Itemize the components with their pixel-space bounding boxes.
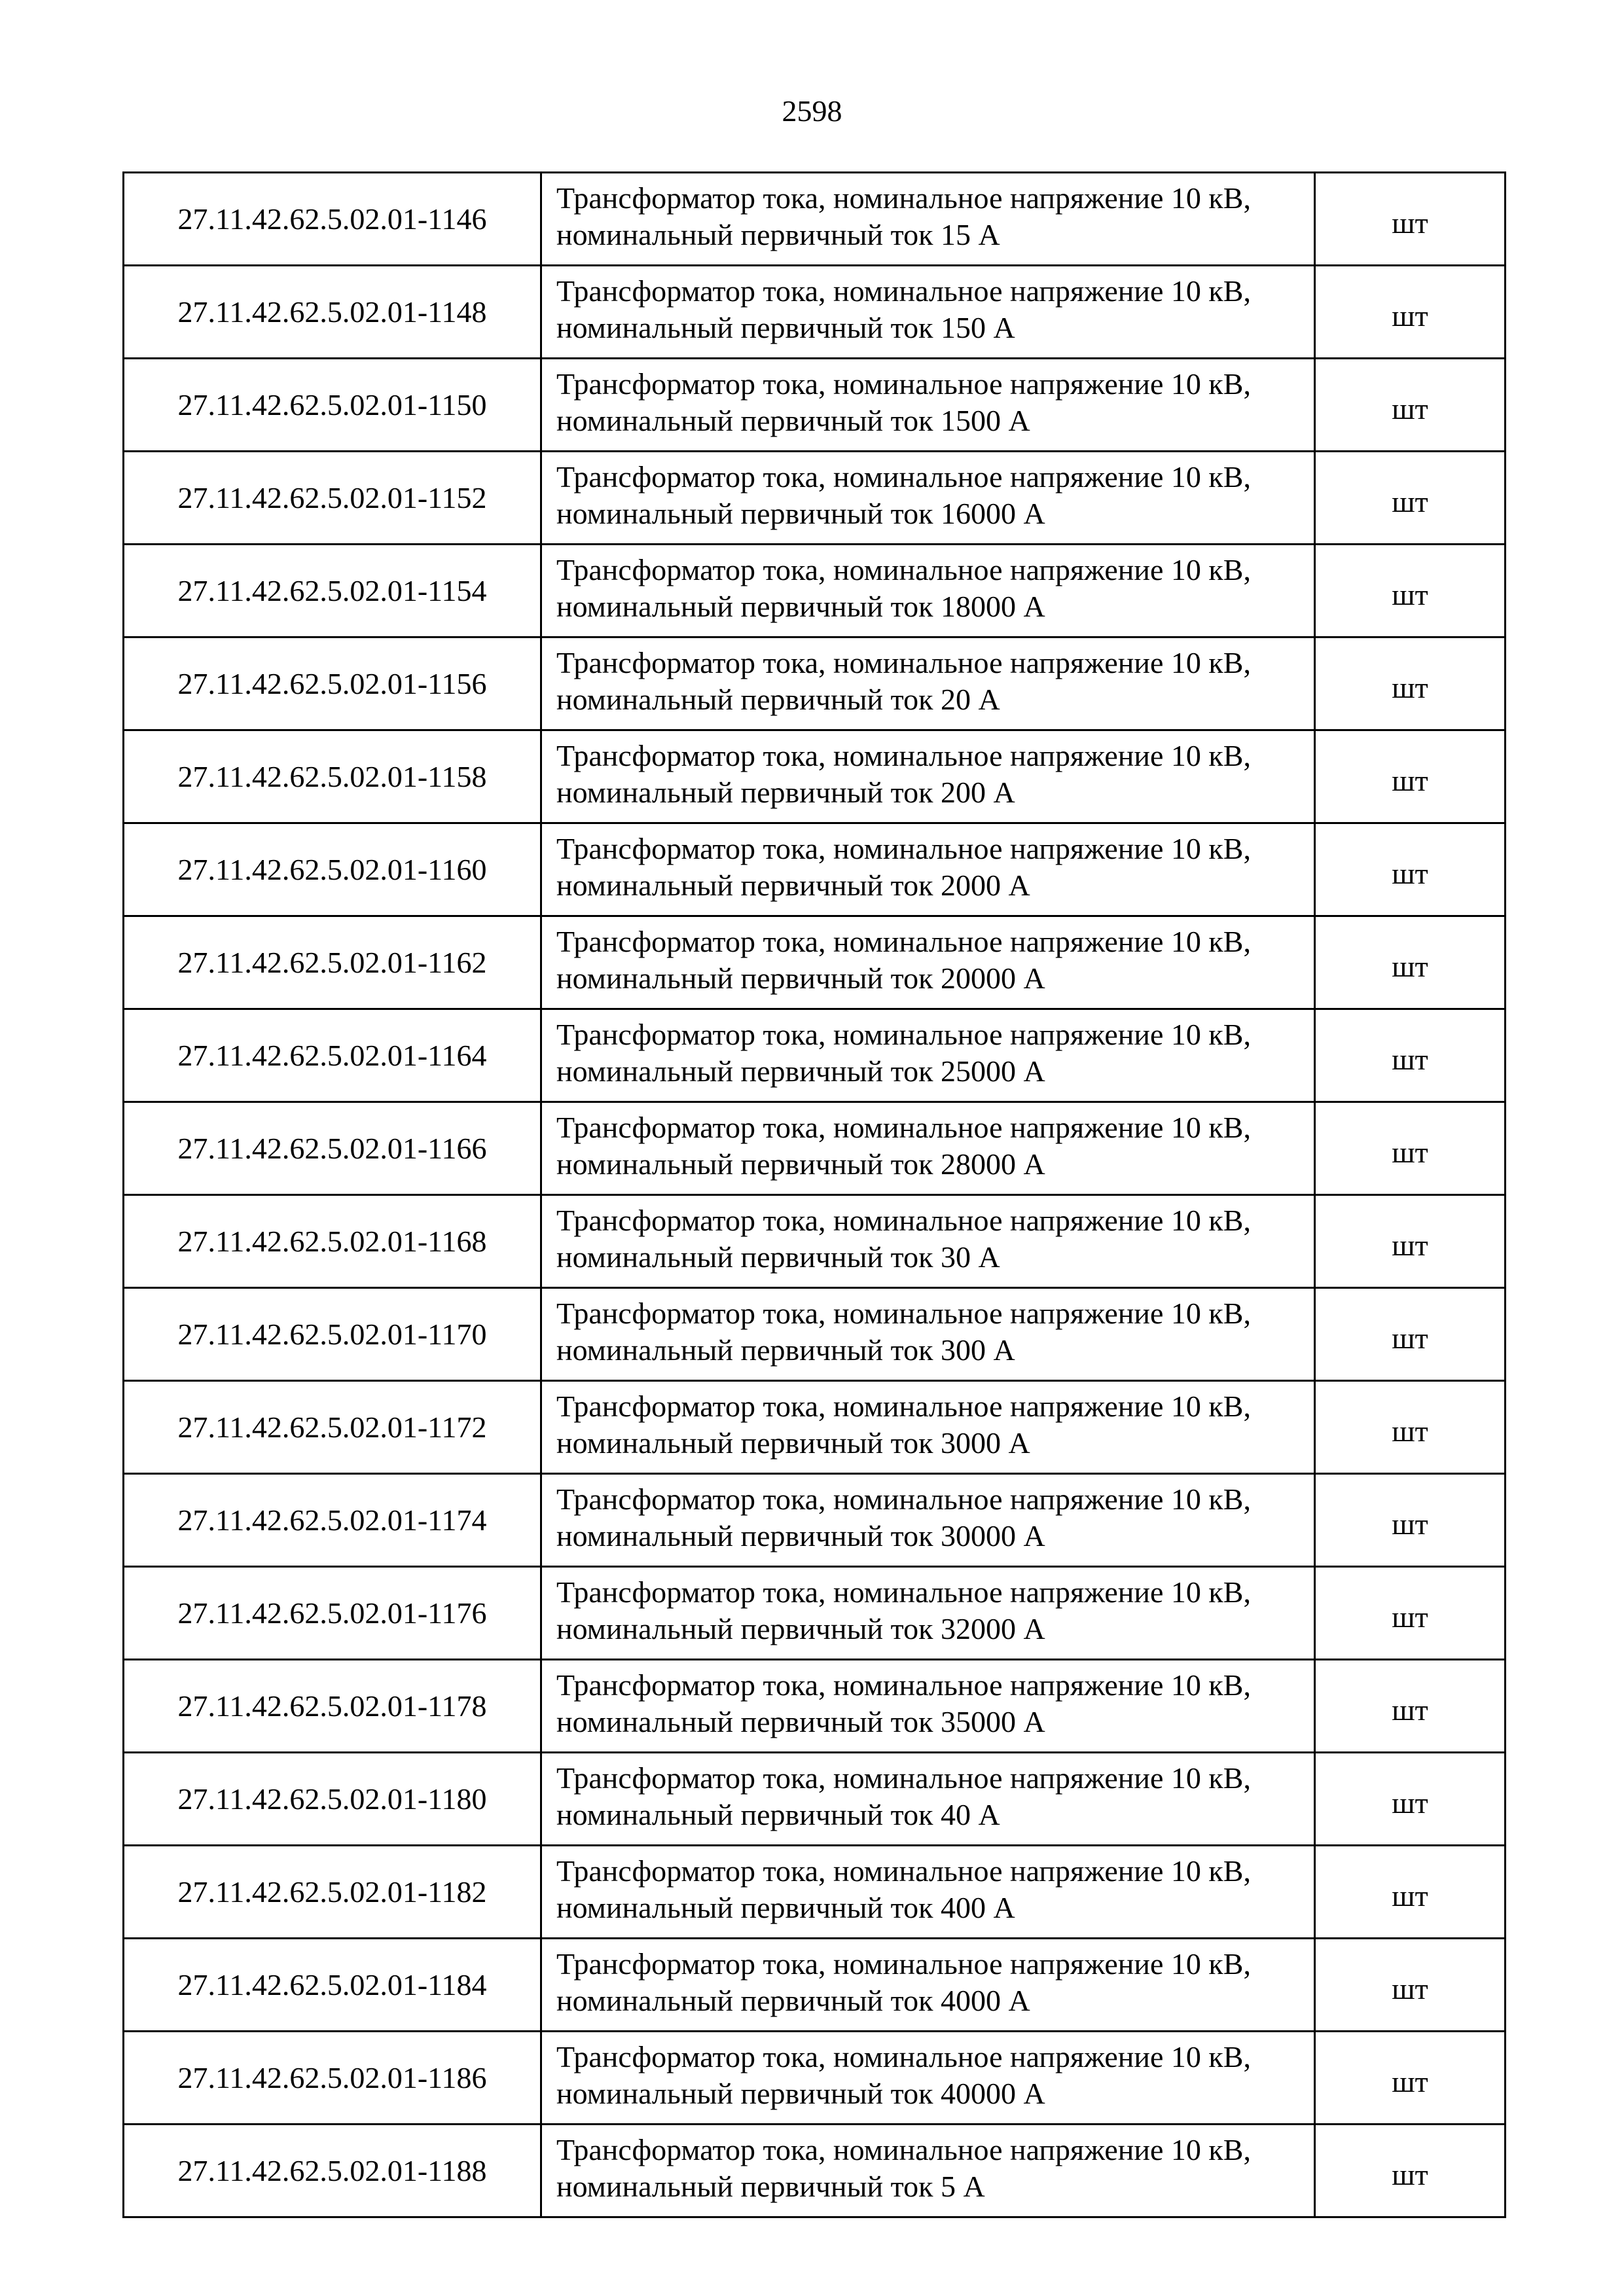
table-row: [124, 173, 1506, 266]
item-name: Трансформатор тока, номинальное напряжение 10 кВ, номинальный первичный ток 15 А: [541, 173, 1315, 266]
item-code: 27.11.42.62.5.02.01-1180: [124, 1753, 541, 1846]
item-name: Трансформатор тока, номинальное напряжение 10 кВ, номинальный первичный ток 30000 А: [541, 1474, 1315, 1567]
item-name: Трансформатор тока, номинальное напряжение 10 кВ, номинальный первичный ток 300 А: [541, 1288, 1315, 1381]
table-row: [124, 1660, 1506, 1753]
item-name: Трансформатор тока, номинальное напряжение 10 кВ, номинальный первичный ток 5 А: [541, 2125, 1315, 2217]
item-code: 27.11.42.62.5.02.01-1160: [124, 823, 541, 916]
table-row: [124, 1381, 1506, 1474]
item-name: Трансформатор тока, номинальное напряжение 10 кВ, номинальный первичный ток 2000 А: [541, 823, 1315, 916]
item-name: Трансформатор тока, номинальное напряжение 10 кВ, номинальный первичный ток 1500 А: [541, 359, 1315, 452]
item-name: Трансформатор тока, номинальное напряжение 10 кВ, номинальный первичный ток 32000 А: [541, 1567, 1315, 1660]
item-unit: шт: [1315, 1939, 1506, 2032]
item-unit: шт: [1315, 1567, 1506, 1660]
table-row: [124, 1102, 1506, 1195]
table-row: [124, 1753, 1506, 1846]
table-row: [124, 1846, 1506, 1939]
item-name: Трансформатор тока, номинальное напряжение 10 кВ, номинальный первичный ток 3000 А: [541, 1381, 1315, 1474]
item-unit: шт: [1315, 266, 1506, 359]
item-code: 27.11.42.62.5.02.01-1156: [124, 637, 541, 730]
item-unit: шт: [1315, 1195, 1506, 1288]
table-row: [124, 545, 1506, 637]
item-name: Трансформатор тока, номинальное напряжение 10 кВ, номинальный первичный ток 30 А: [541, 1195, 1315, 1288]
item-name: Трансформатор тока, номинальное напряжение 10 кВ, номинальный первичный ток 400 А: [541, 1846, 1315, 1939]
item-name: Трансформатор тока, номинальное напряжение 10 кВ, номинальный первичный ток 40000 А: [541, 2032, 1315, 2125]
table-row: [124, 1939, 1506, 2032]
table-row: [124, 1288, 1506, 1381]
table-row: [124, 1009, 1506, 1102]
catalog-table-body: [124, 173, 1506, 2217]
item-code: 27.11.42.62.5.02.01-1176: [124, 1567, 541, 1660]
table-row: [124, 1474, 1506, 1567]
table-row: [124, 637, 1506, 730]
item-code: 27.11.42.62.5.02.01-1152: [124, 452, 541, 545]
item-code: 27.11.42.62.5.02.01-1178: [124, 1660, 541, 1753]
table-row: [124, 730, 1506, 823]
item-unit: шт: [1315, 1474, 1506, 1567]
item-unit: шт: [1315, 173, 1506, 266]
item-unit: шт: [1315, 1381, 1506, 1474]
item-name: Трансформатор тока, номинальное напряжение 10 кВ, номинальный первичный ток 18000 А: [541, 545, 1315, 637]
item-code: 27.11.42.62.5.02.01-1188: [124, 2125, 541, 2217]
item-code: 27.11.42.62.5.02.01-1184: [124, 1939, 541, 2032]
table-row: [124, 2125, 1506, 2217]
item-name: Трансформатор тока, номинальное напряжение 10 кВ, номинальный первичный ток 16000 А: [541, 452, 1315, 545]
item-unit: шт: [1315, 2032, 1506, 2125]
item-name: Трансформатор тока, номинальное напряжение 10 кВ, номинальный первичный ток 20000 А: [541, 916, 1315, 1009]
item-code: 27.11.42.62.5.02.01-1148: [124, 266, 541, 359]
table-row: [124, 359, 1506, 452]
item-unit: шт: [1315, 916, 1506, 1009]
table-row: [124, 1567, 1506, 1660]
item-name: Трансформатор тока, номинальное напряжение 10 кВ, номинальный первичный ток 40 А: [541, 1753, 1315, 1846]
item-name: Трансформатор тока, номинальное напряжение 10 кВ, номинальный первичный ток 25000 А: [541, 1009, 1315, 1102]
item-name: Трансформатор тока, номинальное напряжение 10 кВ, номинальный первичный ток 20 А: [541, 637, 1315, 730]
item-name: Трансформатор тока, номинальное напряжение 10 кВ, номинальный первичный ток 28000 А: [541, 1102, 1315, 1195]
table-row: [124, 452, 1506, 545]
catalog-table: [122, 171, 1506, 2218]
item-code: 27.11.42.62.5.02.01-1154: [124, 545, 541, 637]
item-unit: шт: [1315, 545, 1506, 637]
item-unit: шт: [1315, 1288, 1506, 1381]
item-unit: шт: [1315, 1102, 1506, 1195]
item-unit: шт: [1315, 1753, 1506, 1846]
item-unit: шт: [1315, 1009, 1506, 1102]
item-code: 27.11.42.62.5.02.01-1162: [124, 916, 541, 1009]
table-row: [124, 823, 1506, 916]
item-code: 27.11.42.62.5.02.01-1164: [124, 1009, 541, 1102]
item-code: 27.11.42.62.5.02.01-1158: [124, 730, 541, 823]
item-code: 27.11.42.62.5.02.01-1172: [124, 1381, 541, 1474]
item-unit: шт: [1315, 637, 1506, 730]
item-unit: шт: [1315, 359, 1506, 452]
item-code: 27.11.42.62.5.02.01-1146: [124, 173, 541, 266]
item-name: Трансформатор тока, номинальное напряжение 10 кВ, номинальный первичный ток 150 А: [541, 266, 1315, 359]
table-row: [124, 916, 1506, 1009]
item-unit: шт: [1315, 823, 1506, 916]
item-code: 27.11.42.62.5.02.01-1174: [124, 1474, 541, 1567]
item-code: 27.11.42.62.5.02.01-1150: [124, 359, 541, 452]
item-name: Трансформатор тока, номинальное напряжение 10 кВ, номинальный первичный ток 35000 А: [541, 1660, 1315, 1753]
item-name: Трансформатор тока, номинальное напряжение 10 кВ, номинальный первичный ток 4000 А: [541, 1939, 1315, 2032]
item-unit: шт: [1315, 730, 1506, 823]
item-unit: шт: [1315, 2125, 1506, 2217]
item-code: 27.11.42.62.5.02.01-1170: [124, 1288, 541, 1381]
item-code: 27.11.42.62.5.02.01-1166: [124, 1102, 541, 1195]
page-number: 2598: [782, 94, 842, 128]
item-unit: шт: [1315, 1846, 1506, 1939]
table-row: [124, 2032, 1506, 2125]
item-unit: шт: [1315, 1660, 1506, 1753]
table-row: [124, 1195, 1506, 1288]
item-code: 27.11.42.62.5.02.01-1186: [124, 2032, 541, 2125]
item-name: Трансформатор тока, номинальное напряжение 10 кВ, номинальный первичный ток 200 А: [541, 730, 1315, 823]
item-code: 27.11.42.62.5.02.01-1168: [124, 1195, 541, 1288]
table-row: [124, 266, 1506, 359]
item-unit: шт: [1315, 452, 1506, 545]
item-code: 27.11.42.62.5.02.01-1182: [124, 1846, 541, 1939]
